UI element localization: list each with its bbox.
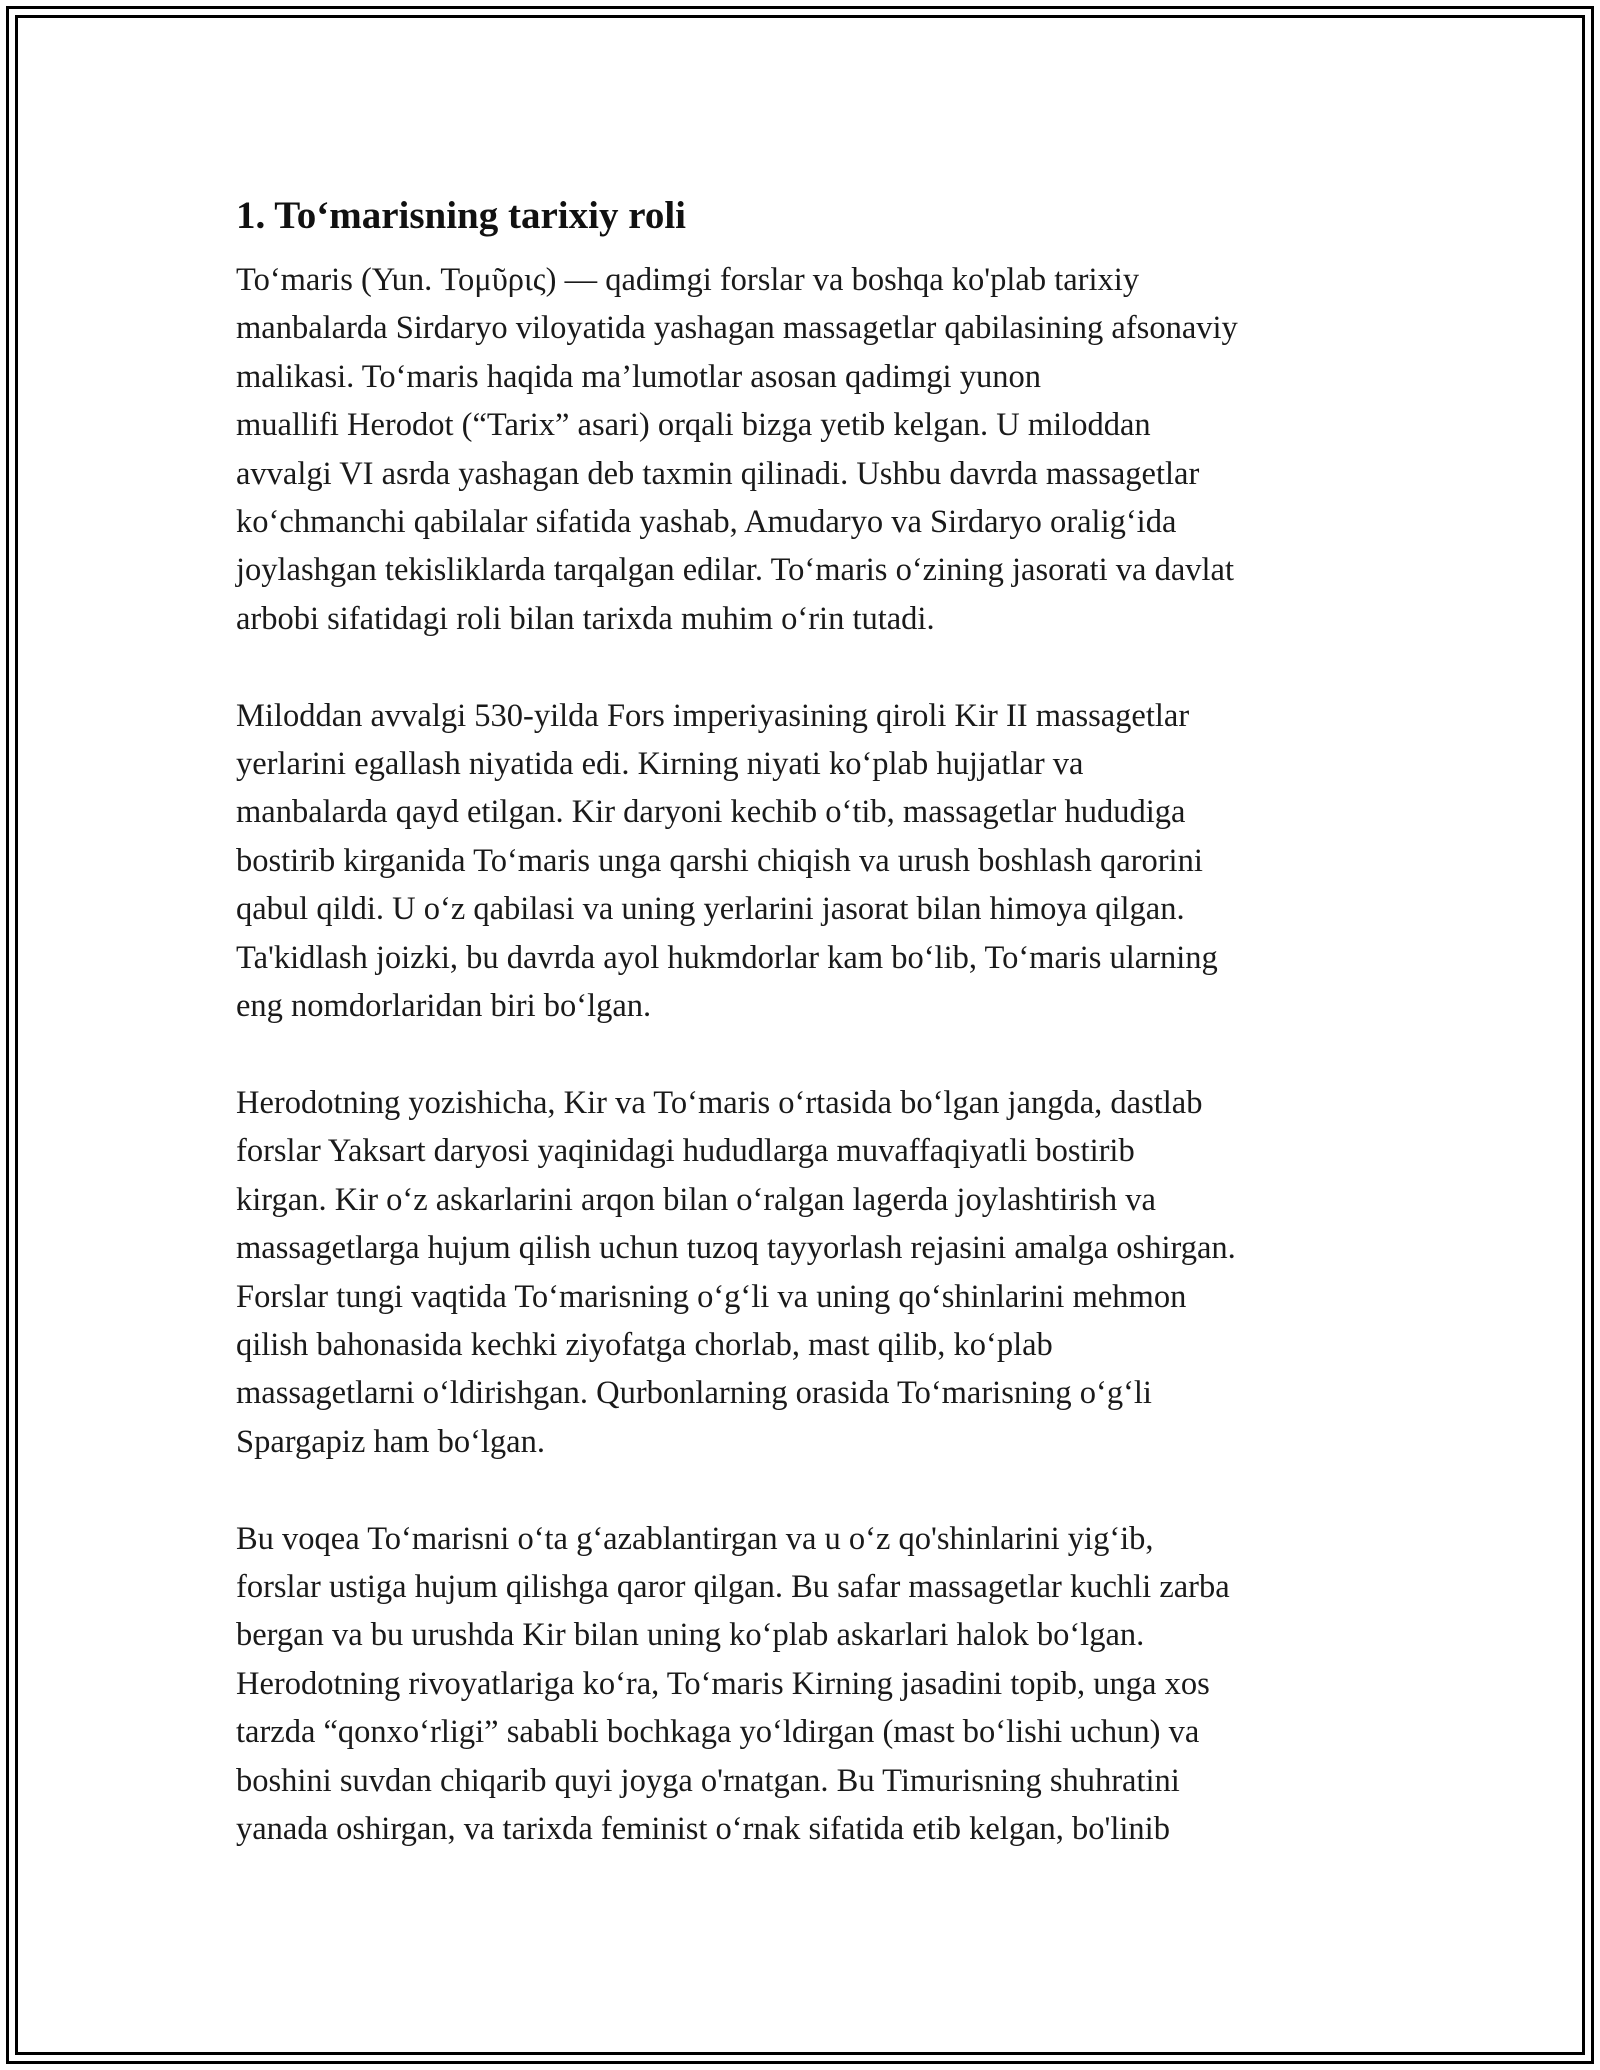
text-line: manbalarda qayd etilgan. Kir daryoni kechib o‘tib, massagetlar hududiga bbox=[236, 794, 1186, 831]
paragraph-2 bbox=[236, 692, 1386, 1031]
text-line: qilish bahonasida kechki ziyofatga chorlab, mast qilib, ko‘plab bbox=[236, 1326, 1053, 1363]
text-line: yerlarini egallash niyatida edi. Kirning niyati ko‘plab hujjatlar va bbox=[236, 746, 1084, 783]
text-line: bostirib kirganida To‘maris unga qarshi chiqish va urush boshlash qarorini bbox=[236, 842, 1203, 879]
paragraph-1 bbox=[236, 256, 1386, 643]
text-line: avvalgi VI asrda yashagan deb taxmin qilinadi. Ushbu davrda massagetlar bbox=[236, 455, 1200, 492]
paragraph-3 bbox=[236, 1079, 1386, 1466]
text-line: massagetlarga hujum qilish uchun tuzoq tayyorlash rejasini amalga oshirgan. bbox=[236, 1230, 1236, 1267]
text-line: Bu voqea To‘marisni o‘ta g‘azablantirgan va u o‘z qo'shinlarini yig‘ib, bbox=[236, 1520, 1154, 1557]
paragraph-4 bbox=[236, 1515, 1386, 1854]
text-line: tarzda “qonxo‘rligi” sababli bochkaga yo‘ldirgan (mast bo‘lishi uchun) va bbox=[236, 1714, 1200, 1751]
text-line: forslar Yaksart daryosi yaqinidagi hududlarga muvaffaqiyatli bostirib bbox=[236, 1133, 1135, 1170]
text-line: To‘maris (Yun. Τομῦρις) — qadimgi forslar va boshqa ko'plab tarixiy bbox=[236, 262, 1140, 298]
text-line: muallifi Herodot (“Tarix” asari) orqali bizga yetib kelgan. U miloddan bbox=[236, 407, 1151, 444]
text-line: Spargapiz ham bo‘lgan. bbox=[236, 1423, 545, 1460]
text-line: malikasi. To‘maris haqida ma’lumotlar asosan qadimgi yunon bbox=[236, 358, 1041, 395]
text-line: Miloddan avvalgi 530-yilda Fors imperiyasining qiroli Kir II massagetlar bbox=[236, 697, 1190, 734]
page-title: 1. To‘marisning tarixiy roli bbox=[236, 194, 686, 237]
text-line: joylashgan tekisliklarda tarqalgan edilar. To‘maris o‘zining jasorati va davlat bbox=[236, 552, 1234, 589]
text-line: Herodotning yozishicha, Kir va To‘maris o‘rtasida bo‘lgan jangda, dastlab bbox=[236, 1084, 1203, 1121]
text-line: Herodotning rivoyatlariga ko‘ra, To‘maris Kirning jasadini topib, unga xos bbox=[236, 1665, 1210, 1702]
text-line: boshini suvdan chiqarib quyi joyga o'rnatgan. Bu Timurisning shuhratini bbox=[236, 1762, 1180, 1799]
text-line: kirgan. Kir o‘z askarlarini arqon bilan o‘ralgan lagerda joylashtirish va bbox=[236, 1181, 1156, 1218]
text-line: manbalarda Sirdaryo viloyatida yashagan massagetlar qabilasining afsonaviy bbox=[236, 310, 1238, 347]
text-line: forslar ustiga hujum qilishga qaror qilgan. Bu safar massagetlar kuchli zarba bbox=[236, 1568, 1230, 1605]
document-body bbox=[236, 186, 1386, 1902]
text-line: ko‘chmanchi qabilalar sifatida yashab, Amudaryo va Sirdaryo oralig‘ida bbox=[236, 504, 1177, 541]
text-line: eng nomdorlaridan biri bo‘lgan. bbox=[236, 988, 652, 1025]
text-line: Ta'kidlash joizki, bu davrda ayol hukmdorlar kam bo‘lib, To‘maris ularning bbox=[236, 939, 1218, 976]
text-line: bergan va bu urushda Kir bilan uning ko‘plab askarlari halok bo‘lgan. bbox=[236, 1617, 1145, 1654]
text-line: qabul qildi. U o‘z qabilasi va uning yerlarini jasorat bilan himoya qilgan. bbox=[236, 891, 1185, 928]
text-line: Forslar tungi vaqtida To‘marisning o‘g‘li va uning qo‘shinlarini mehmon bbox=[236, 1278, 1187, 1315]
text-line: yanada oshirgan, va tarixda feminist o‘rnak sifatida etib kelgan, bo'linib bbox=[236, 1810, 1170, 1847]
text-line: massagetlarni o‘ldirishgan. Qurbonlarning orasida To‘marisning o‘g‘li bbox=[236, 1375, 1152, 1412]
text-line: arbobi sifatidagi roli bilan tarixda muhim o‘rin tutadi. bbox=[236, 600, 935, 637]
